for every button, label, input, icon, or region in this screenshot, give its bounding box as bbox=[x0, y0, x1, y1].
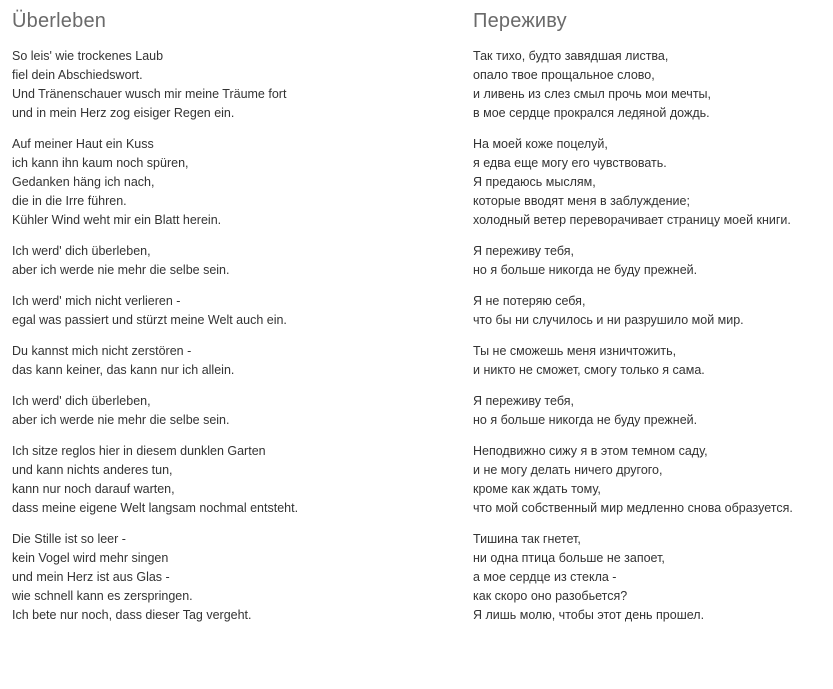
poem-line: Auf meiner Haut ein Kuss bbox=[12, 137, 154, 151]
stanza bbox=[473, 230, 828, 280]
poem-line: aber ich werde nie mehr die selbe sein. bbox=[12, 413, 230, 427]
poem-line: Ich sitze reglos hier in diesem dunklen Garten bbox=[12, 444, 266, 458]
poem-line: а мое сердце из стекла - bbox=[473, 570, 617, 584]
stanza bbox=[12, 330, 432, 380]
poem-line: что мой собственный мир медленно снова образуется. bbox=[473, 501, 793, 515]
poem-line: которые вводят меня в заблуждение; bbox=[473, 194, 690, 208]
poem-line: Ich bete nur noch, dass dieser Tag vergeht. bbox=[12, 608, 252, 622]
stanza bbox=[12, 123, 432, 230]
stanza bbox=[12, 37, 432, 123]
poem-line: Ich werd' dich überleben, bbox=[12, 394, 151, 408]
poem-line: опало твое прощальное слово, bbox=[473, 68, 655, 82]
poem-line: Du kannst mich nicht zerstören - bbox=[12, 344, 192, 358]
stanza bbox=[473, 123, 828, 230]
poem-line: и не могу делать ничего другого, bbox=[473, 463, 663, 477]
poem-line: egal was passiert und stürzt meine Welt auch ein. bbox=[12, 313, 287, 327]
stanza bbox=[473, 280, 828, 330]
poem-line: в мое сердце прокрался ледяной дождь. bbox=[473, 106, 710, 120]
poem-line: Ты не сможешь меня изничтожить, bbox=[473, 344, 677, 358]
poem-line: холодный ветер переворачивает страницу моей книги. bbox=[473, 213, 791, 227]
poem-line: Gedanken häng ich nach, bbox=[12, 175, 155, 189]
poem-line: Тишина так гнетет, bbox=[473, 532, 581, 546]
stanza bbox=[473, 330, 828, 380]
poem-line: fiel dein Abschiedswort. bbox=[12, 68, 143, 82]
poem-line: я едва еще могу его чувствовать. bbox=[473, 156, 667, 170]
stanza bbox=[473, 380, 828, 430]
poem-line: что бы ни случилось и ни разрушило мой мир. bbox=[473, 313, 744, 327]
poem-line: kein Vogel wird mehr singen bbox=[12, 551, 169, 565]
poem-line: Я переживу тебя, bbox=[473, 244, 574, 258]
poem-line: Я переживу тебя, bbox=[473, 394, 574, 408]
poem-line: Ich werd' mich nicht verlieren - bbox=[12, 294, 181, 308]
stanza bbox=[12, 430, 432, 518]
poem-line: kann nur noch darauf warten, bbox=[12, 482, 175, 496]
translation-title: Переживу bbox=[473, 10, 567, 32]
poem-line: кроме как ждать тому, bbox=[473, 482, 601, 496]
poem-line: и никто не сможет, смогу только я сама. bbox=[473, 363, 705, 377]
stanza bbox=[473, 430, 828, 518]
poem-line: wie schnell kann es zerspringen. bbox=[12, 589, 193, 603]
poem-line: Я предаюсь мыслям, bbox=[473, 175, 596, 189]
poem-line: So leis' wie trockenes Laub bbox=[12, 49, 164, 63]
poem-line: Und Tränenschauer wusch mir meine Träume fort bbox=[12, 87, 287, 101]
stanza bbox=[473, 518, 828, 625]
poem-line: und kann nichts anderes tun, bbox=[12, 463, 173, 477]
original-poem bbox=[12, 8, 432, 625]
poem-line: Kühler Wind weht mir ein Blatt herein. bbox=[12, 213, 222, 227]
stanza bbox=[12, 280, 432, 330]
poem-line: und mein Herz ist aus Glas - bbox=[12, 570, 170, 584]
poem-line: но я больше никогда не буду прежней. bbox=[473, 263, 698, 277]
stanza bbox=[12, 380, 432, 430]
poem-line: Так тихо, будто завядшая листва, bbox=[473, 49, 669, 63]
poem-line: dass meine eigene Welt langsam nochmal entsteht. bbox=[12, 501, 299, 515]
stanza bbox=[12, 518, 432, 625]
translation-poem bbox=[473, 8, 828, 625]
poem-line: die in die Irre führen. bbox=[12, 194, 127, 208]
poem-line: das kann keiner, das kann nur ich allein. bbox=[12, 363, 235, 377]
poem-line: и ливень из слез смыл прочь мои мечты, bbox=[473, 87, 712, 101]
translation-stanzas bbox=[473, 37, 828, 625]
poem-line: Я лишь молю, чтобы этот день прошел. bbox=[473, 608, 705, 622]
poem-line: ich kann ihn kaum noch spüren, bbox=[12, 156, 189, 170]
poem-line: но я больше никогда не буду прежней. bbox=[473, 413, 698, 427]
poem-line: Неподвижно сижу я в этом темном саду, bbox=[473, 444, 708, 458]
poem-line: Я не потеряю себя, bbox=[473, 294, 586, 308]
poem-line: aber ich werde nie mehr die selbe sein. bbox=[12, 263, 230, 277]
poem-line: ни одна птица больше не запоет, bbox=[473, 551, 665, 565]
stanza bbox=[473, 37, 828, 123]
stanza bbox=[12, 230, 432, 280]
poem-line: как скоро оно разобьется? bbox=[473, 589, 628, 603]
poem-line: und in mein Herz zog eisiger Regen ein. bbox=[12, 106, 235, 120]
poem-line: Ich werd' dich überleben, bbox=[12, 244, 151, 258]
original-title: Überleben bbox=[12, 10, 107, 32]
original-stanzas bbox=[12, 37, 432, 625]
poem-line: Die Stille ist so leer - bbox=[12, 532, 126, 546]
poem-line: На моей коже поцелуй, bbox=[473, 137, 608, 151]
